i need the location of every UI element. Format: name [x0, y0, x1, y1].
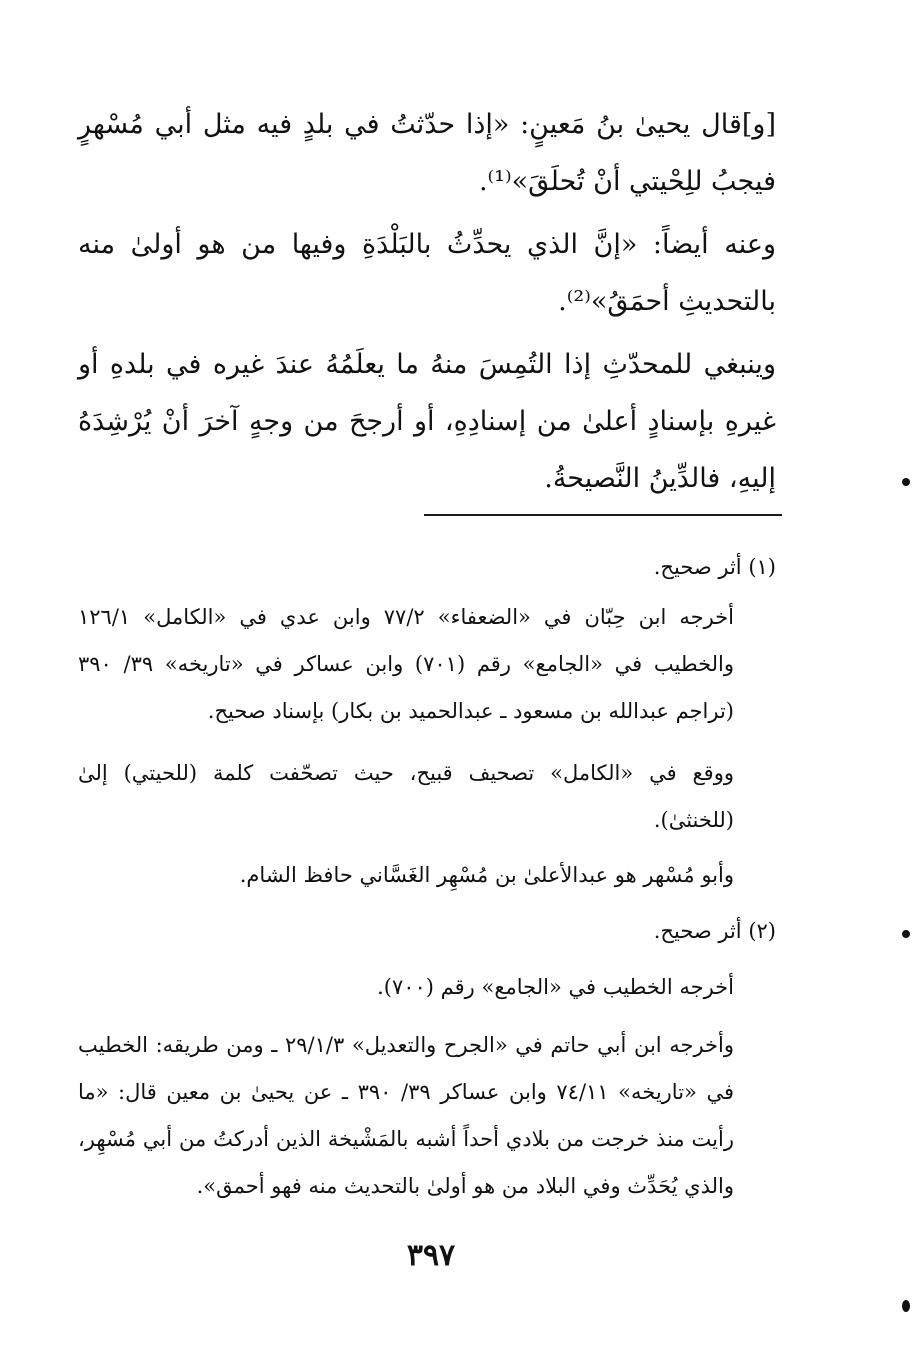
- footnote-1-paragraph-1: أخرجه ابن حِبّان في «الضعفاء» ٧٧/٢ وابن عدي في «الكامل» ١٢٦/١ والخطيب في «الجامع» رقم (٧٠١) وابن عساكر في «تاريخه» ٣٩/ ٣٩٠ (تراجم عبدالله بن مسعود ـ عبدالحميد بن بكار) بإسناد صحيح.: [78, 605, 734, 723]
- main-paragraph-2: وعنه أيضاً: «إنَّ الذي يحدِّثُ بالبَلْدَةِ وفيها من هو أولىٰ منه بالتحديثِ أحمَقُ»⁽²⁾.: [78, 229, 776, 317]
- footnote-2-heading: (٢) أثر صحيح.: [653, 919, 776, 943]
- book-page: [78, 88, 784, 1318]
- binding-dot-mark: [902, 478, 910, 486]
- binding-dot-mark: [902, 1300, 910, 1312]
- footnote-1-paragraph-2: ووقع في «الكامل» تصحيف قبيح، حيث تصحّفت كلمة (للحيتي) إلىٰ (للخنثىٰ).: [78, 761, 734, 832]
- binding-dot-mark: [902, 930, 910, 938]
- footnote-1-paragraph-3: وأبو مُسْهر هو عبدالأعلىٰ بن مُسْهِر الغَسَّاني حافظ الشام.: [239, 863, 734, 887]
- footnote-2-paragraph-2: وأخرجه ابن أبي حاتم في «الجرح والتعديل» ٢٩/١/٣ ـ ومن طريقه: الخطيب في «تاريخه» ٧٤/١١ وابن عساكر ٣٩/ ٣٩٠ ـ عن يحيىٰ بن معين قال: «ما رأيت منذ خرجت من بلادي أحداً أشبه بالمَشْيخة الذين أدركتُ من أبي مُسْهِر، والذي يُحَدِّث وفي البلاد من هو أولىٰ بالتحديث منه فهو أحمق».: [78, 1033, 734, 1198]
- page-number: ٣٩٧: [406, 1238, 456, 1273]
- main-paragraph-1: [و]قال يحيىٰ بنُ مَعينٍ: «إذا حدّثتُ في بلدٍ فيه مثل أبي مُسْهرٍ فيجبُ للِحْيتي أنْ تُحلَقَ»⁽¹⁾.: [78, 109, 776, 197]
- main-paragraph-3: وينبغي للمحدّثِ إذا التُمِسَ منهُ ما يعلَمُهُ عندَ غيره في بلدهِ أو غيرهِ بإسنادٍ أعلىٰ من إسنادِهِ، أو أرجحَ من وجهٍ آخرَ أنْ يُرْشِدَهُ إليهِ، فالدِّينُ النَّصيحةُ.: [78, 349, 776, 494]
- footnote-separator: [424, 514, 782, 516]
- footnote-1-heading: (١) أثر صحيح.: [653, 555, 776, 579]
- footnote-2-paragraph-1: أخرجه الخطيب في «الجامع» رقم (٧٠٠).: [377, 975, 734, 999]
